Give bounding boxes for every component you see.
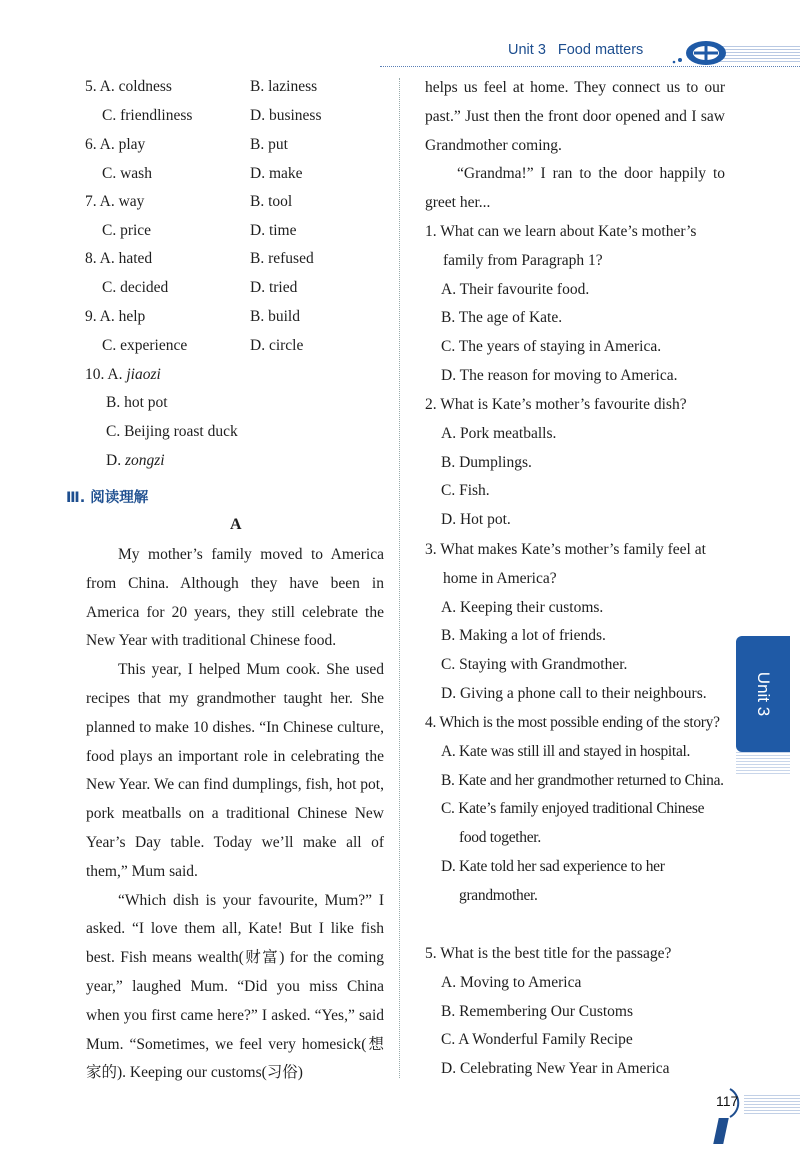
question-3 — [425, 536, 725, 709]
answer-option: D. Giving a phone call to their neighbours. — [441, 684, 707, 702]
question-2 — [425, 391, 725, 535]
header-unit: Unit 3 — [508, 42, 546, 58]
option-text: 5. A. coldness — [85, 78, 172, 95]
passage-continuation: helps us feel at home. They connect us to our past.” Just then the front door opened and I saw Grandmother coming. — [425, 79, 725, 154]
q10-option-d: D. zongzi — [106, 452, 165, 469]
answer-option: D. Celebrating New Year in America — [441, 1060, 670, 1078]
question-stem: 1. What can we learn about Kate’s mother’s family from Paragraph 1? — [425, 223, 697, 269]
header-title: Food matters — [557, 42, 644, 58]
passage-right — [425, 74, 725, 218]
answer-option: C. Kate’s family enjoyed traditional Chinese food together. — [441, 800, 705, 847]
q10-option-b: B. hot pot — [106, 394, 168, 411]
option-text: B. tool — [250, 193, 293, 210]
answer-option: B. The age of Kate. — [441, 309, 563, 327]
header-rule — [380, 66, 800, 67]
question-stem: 3. What makes Kate’s mother’s family feel at home in America? — [425, 541, 706, 587]
option-text: D. business — [250, 107, 322, 124]
q10-option-c: C. Beijing roast duck — [106, 423, 238, 440]
option-text: D. circle — [250, 337, 304, 354]
page-number: 117 — [716, 1093, 739, 1109]
option-text: 8. A. hated — [85, 250, 153, 267]
page-number-decoration — [744, 1095, 800, 1115]
header-emblem-icon — [668, 36, 738, 70]
answer-option: A. Keeping their customs. — [441, 598, 604, 616]
passage-paragraph-4: “Grandma!” I ran to the door happily to greet her... — [425, 165, 725, 212]
option-text: C. decided — [102, 279, 169, 296]
question-stem: 4. Which is the most possible ending of the story? — [425, 714, 720, 731]
option-text: 7. A. way — [85, 193, 145, 210]
answer-option: C. Staying with Grandmother. — [441, 656, 628, 674]
answer-option: C. Fish. — [441, 482, 490, 500]
option-text: B. laziness — [250, 78, 318, 95]
passage-label: A — [230, 516, 242, 533]
option-text: B. build — [250, 308, 300, 325]
question-stem: 2. What is Kate’s mother’s favourite dish? — [425, 396, 687, 413]
running-header — [508, 42, 643, 58]
option-text: C. friendliness — [102, 107, 193, 124]
answer-option: B. Kate and her grandmother returned to China. — [441, 771, 724, 789]
option-text: D. time — [250, 222, 297, 239]
answer-option: A. Their favourite food. — [441, 280, 590, 298]
option-text: B. put — [250, 136, 288, 153]
side-tab-decoration — [736, 752, 790, 774]
answer-option: C. The years of staying in America. — [441, 338, 662, 356]
passage-paragraph-3: “Which dish is your favourite, Mum?” I asked. “I love them all, Kate! But I like fish best. Fish means wealth(财富) for the coming year,” laughed Mum. “Did you miss China when you first came here?” I asked. “Yes,” said Mum. “Sometimes, we feel very homesick(想家的). Keeping our customs(习俗) — [86, 891, 384, 1082]
unit-side-tab-label: Unit 3 — [753, 671, 773, 717]
question-5 — [425, 940, 725, 1084]
column-divider — [399, 78, 400, 1078]
option-text: C. experience — [102, 337, 188, 354]
option-text: 9. A. help — [85, 308, 146, 325]
option-text: 6. A. play — [85, 136, 146, 153]
answer-option: C. A Wonderful Family Recipe — [441, 1031, 633, 1049]
question-4 — [425, 709, 725, 911]
passage-paragraph-1: My mother’s family moved to America from China. Although they have been in America for 20 years, they still celebrate the New Year with traditional Chinese food. — [86, 546, 384, 650]
answer-option: B. Making a lot of friends. — [441, 627, 606, 645]
option-text: C. price — [102, 222, 152, 239]
answer-option: D. Kate told her sad experience to her grandmother. — [441, 857, 665, 904]
option-text: C. wash — [102, 165, 152, 182]
section-heading: Ⅲ. 阅读理解 — [66, 490, 149, 506]
answer-option: D. The reason for moving to America. — [441, 366, 678, 384]
answer-option: A. Moving to America — [441, 973, 582, 991]
option-text: D. make — [250, 165, 303, 182]
page-number-bar — [713, 1118, 729, 1144]
question-1 — [425, 218, 725, 391]
passage-left — [86, 541, 384, 1088]
answer-option: A. Kate was still ill and stayed in hospital. — [441, 742, 691, 760]
q10-option-a: 10. A. jiaozi — [85, 366, 161, 383]
option-text: D. tried — [250, 279, 298, 296]
answer-option: D. Hot pot. — [441, 511, 511, 529]
question-stem: 5. What is the best title for the passage? — [425, 945, 672, 962]
option-text: B. refused — [250, 250, 314, 267]
answer-option: B. Dumplings. — [441, 453, 532, 471]
answer-option: A. Pork meatballs. — [441, 424, 557, 442]
passage-paragraph-2: This year, I helped Mum cook. She used recipes that my grandmother taught her. She planned to make 10 dishes. “In Chinese culture, food plays an important role in celebrating the New Year. We can find dumplings, fish, hot pot, pork meatballs on a traditional Chinese New Year’s Day table. Today we’ll make all of them,” Mum said. — [86, 661, 384, 880]
answer-option: B. Remembering Our Customs — [441, 1002, 634, 1020]
